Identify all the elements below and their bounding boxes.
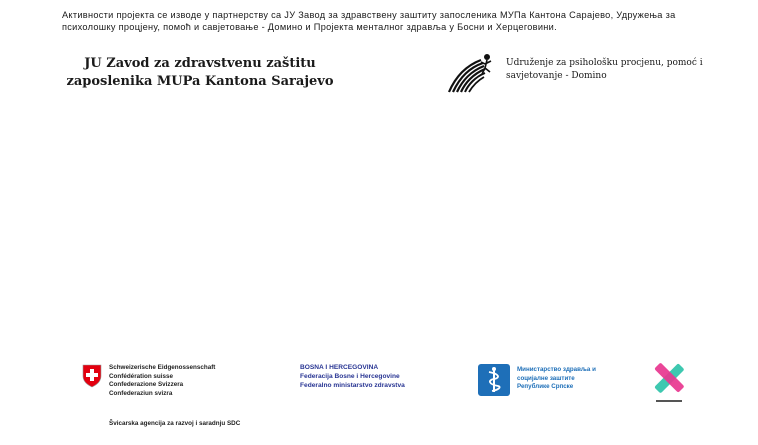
swiss-flag-icon	[82, 364, 102, 388]
rs-line-2: социјалне заштите	[517, 374, 575, 382]
intro-line-1: Активности пројекта се изводе у партнерству са ЈУ Завод за здравствену заштиту запосленика МУПа Кантона Сарајево, Удружења за	[62, 10, 676, 20]
swiss-line-2: Confédération suisse	[109, 372, 174, 380]
caduceus-logo-icon	[478, 364, 510, 396]
rs-line-1: Министарство здравља и	[517, 366, 596, 373]
zavod-title	[62, 55, 338, 91]
bih-line-1: BOSNA I HERCEGOVINA	[300, 364, 379, 371]
zavod-title-line-1: JU Zavod za zdravstvenu zaštitu	[84, 56, 316, 71]
sdc-agency-text: Švicarska agencija za razvoj i saradnju SDC	[109, 420, 241, 427]
intro-paragraph	[62, 9, 712, 33]
swiss-confederation-text	[109, 364, 215, 398]
cross-logo-icon	[652, 363, 686, 405]
swiss-line-1: Schweizerische Eidgenossenschaft	[109, 364, 216, 371]
swiss-line-3: Confederazione Svizzera	[109, 381, 184, 389]
swiss-line-4: Confederaziun svizra	[109, 389, 173, 397]
domino-line-2: savjetovanje - Domino	[506, 71, 607, 81]
rs-ministry-text	[517, 366, 596, 392]
bih-line-3: Federalno ministarstvo zdravstva	[300, 381, 405, 389]
intro-line-2: психолошку процјену, помоћ и савјетовање - Домино и Пројекта менталног здравља у Босни и Херцеговини.	[62, 22, 557, 32]
domino-figure-logo-icon	[447, 52, 495, 94]
rs-line-3: Републике Српске	[517, 383, 574, 391]
bih-ministry-text	[300, 364, 405, 390]
bih-line-2: Federacija Bosne i Hercegovine	[300, 372, 400, 380]
domino-association-name	[506, 57, 716, 83]
domino-line-1: Udruženje za psihološku procjenu, pomoć i	[506, 58, 703, 68]
zavod-title-line-2: zaposlenika MUPa Kantona Sarajevo	[66, 74, 334, 89]
